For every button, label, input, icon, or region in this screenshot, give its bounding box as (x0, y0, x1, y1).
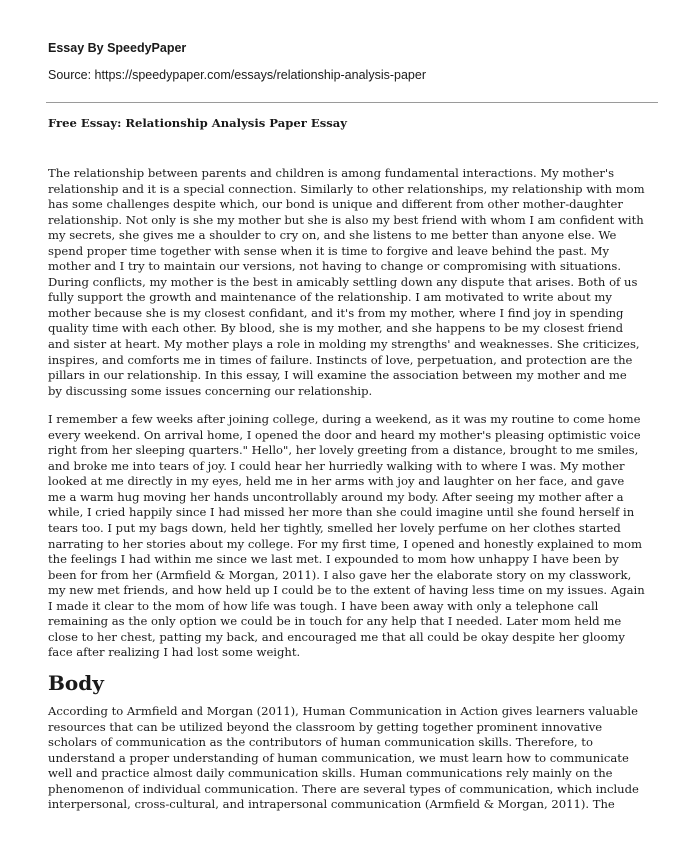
essay-page (48, 40, 656, 813)
story-paragraph: I remember a few weeks after joining college, during a weekend, as it was my routine to come home every weekend. On arrival home, I opened the door and heard my mother's pleasing optimistic voice right from her sleeping quarters." Hello", her lovely greeting from a distance, brought to me smiles, and broke me into tears of joy. I could hear her hurriedly walking with to where I was. My mother looked at me directly in my eyes, held me in her arms with joy and laughter on her face, and gave me a warm hug moving her hands uncontrollably around my body. After seeing my mother after a while, I cried happily since I had missed her more than she could imagine until she found herself in tears too. I put my bags down, held her tightly, smelled her lovely perfume on her clothes started narrating to her stories about my college. For my first time, I opened and honestly explained to mom the feelings I had within me since we last met. I expounded to mom how unhappy I have been by been for from her (Armfield & Morgan, 2011). I also gave her the elaborate story on my classwork, my new met friends, and how held up I could be to the extent of having less time on my issues. Again I made it clear to the mom of how life was tough. I have been away with only a telephone call remaining as the only option we could be in touch for any help that I needed. Later mom held me close to her chest, patting my back, and encouraged me that all could be okay despite her gloomy face after realizing I had lost some weight. (48, 412, 645, 660)
source-line: Source: https://speedypaper.com/essays/relationship-analysis-paper (48, 68, 426, 82)
intro-paragraph: The relationship between parents and children is among fundamental interactions. My mother's relationship and it is a special connection. Similarly to other relationships, my relationship with mom has some challenges despite which, our bond is unique and different from other mother-daughter relationship. Not only is she my mother but she is also my best friend with whom I am confident with my secrets, she gives me a shoulder to cry on, and she listens to me better than anyone else. We spend proper time together with sense when it is time to forgive and leave behind the past. My mother and I try to maintain our versions, not having to change or compromising with situations. During conflicts, my mother is the best in amicably settling down any dispute that arises. Both of us fully support the growth and maintenance of the relationship. I am motivated to write about my mother because she is my closest confidant, and it's from my mother, where I find joy in spending quality time with each other. By blood, she is my mother, and she happens to be my closest friend and sister at heart. My mother plays a role in molding my strengths' and weaknesses. She criticizes, inspires, and comforts me in times of failure. Instincts of love, perpetuation, and protection are the pillars in our relationship. In this essay, I will examine the association between my mother and me by discussing some issues concerning our relationship. (48, 166, 645, 398)
body-paragraph: According to Armfield and Morgan (2011), Human Communication in Action gives learners valuable resources that can be utilized beyond the classroom by getting together prominent innovative scholars of communication as the contributors of human communication skills. Therefore, to understand a proper understanding of human communication, we must learn how to communicate well and practice almost daily communication skills. Human communications rely mainly on the phenomenon of individual communication. There are several types of communication, which include interpersonal, cross-cultural, and intrapersonal communication (Armfield & Morgan, 2011). The (48, 703, 639, 812)
section-heading-body: Body (48, 670, 104, 695)
essay-title: Free Essay: Relationship Analysis Paper Essay (48, 116, 347, 130)
header-divider (46, 102, 658, 103)
brand-title: Essay By SpeedyPaper (48, 41, 187, 55)
